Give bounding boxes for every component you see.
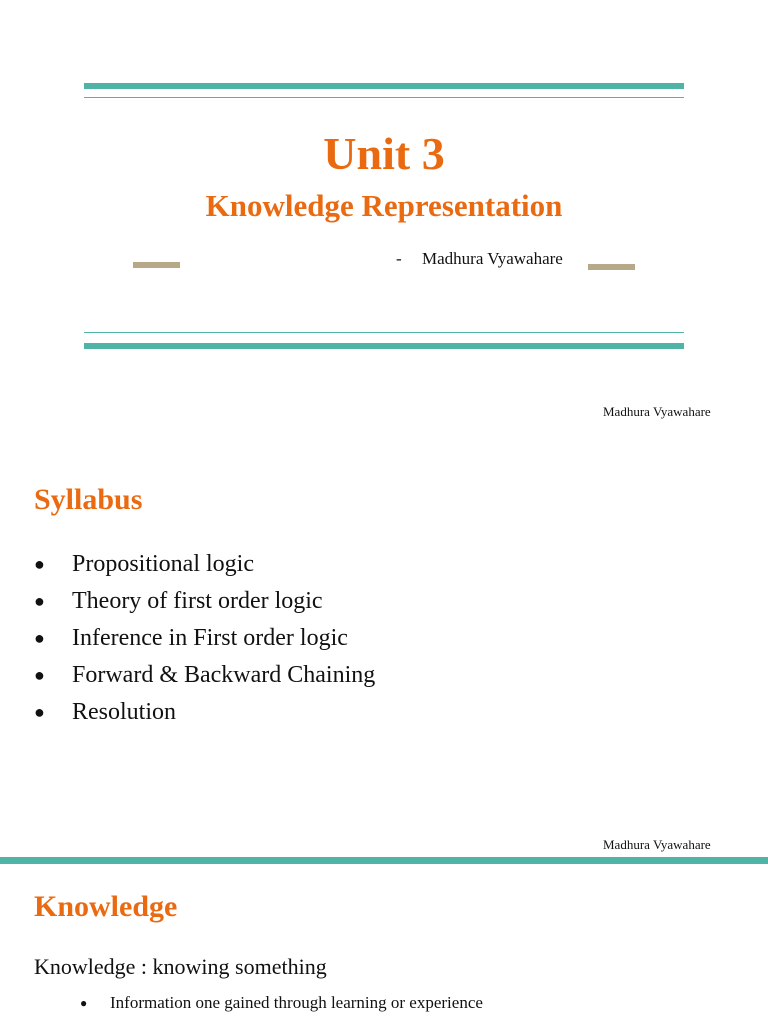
bullet-icon: ● — [80, 996, 88, 1010]
top-thick-rule — [84, 83, 684, 89]
bottom-thick-rule — [84, 343, 684, 349]
bullet-icon: ● — [34, 591, 45, 611]
author-line — [396, 249, 563, 269]
author-dash: - — [396, 249, 402, 268]
slide1-footer: Madhura Vyawahare — [603, 404, 711, 419]
right-accent-dash — [588, 264, 635, 270]
bullet-icon: ● — [34, 628, 45, 648]
list-item: ● Theory of first order logic — [34, 583, 375, 620]
slide-subtitle: Knowledge Representation — [205, 188, 563, 223]
left-accent-dash — [133, 262, 180, 268]
slide-title: Unit 3 — [323, 128, 445, 179]
list-item: ● Inference in First order logic — [34, 620, 375, 657]
slide2-footer: Madhura Vyawahare — [603, 837, 711, 852]
list-item: ● Propositional logic — [34, 546, 375, 583]
author-name: Madhura Vyawahare — [422, 249, 563, 268]
list-item: ● Forward & Backward Chaining — [34, 657, 375, 694]
bullet-icon: ● — [34, 554, 45, 574]
bottom-thin-rule — [84, 332, 684, 333]
slide3-top-rule — [0, 857, 768, 864]
syllabus-list — [34, 546, 375, 731]
knowledge-definition: Knowledge : knowing something — [34, 954, 327, 979]
syllabus-heading: Syllabus — [34, 483, 143, 516]
top-thin-rule — [84, 97, 684, 98]
knowledge-heading: Knowledge — [34, 890, 178, 923]
list-item: ● Resolution — [34, 694, 375, 731]
bullet-icon: ● — [34, 665, 45, 685]
list-item: ● Information one gained through learning or experience — [80, 993, 483, 1012]
bullet-icon: ● — [34, 702, 45, 722]
